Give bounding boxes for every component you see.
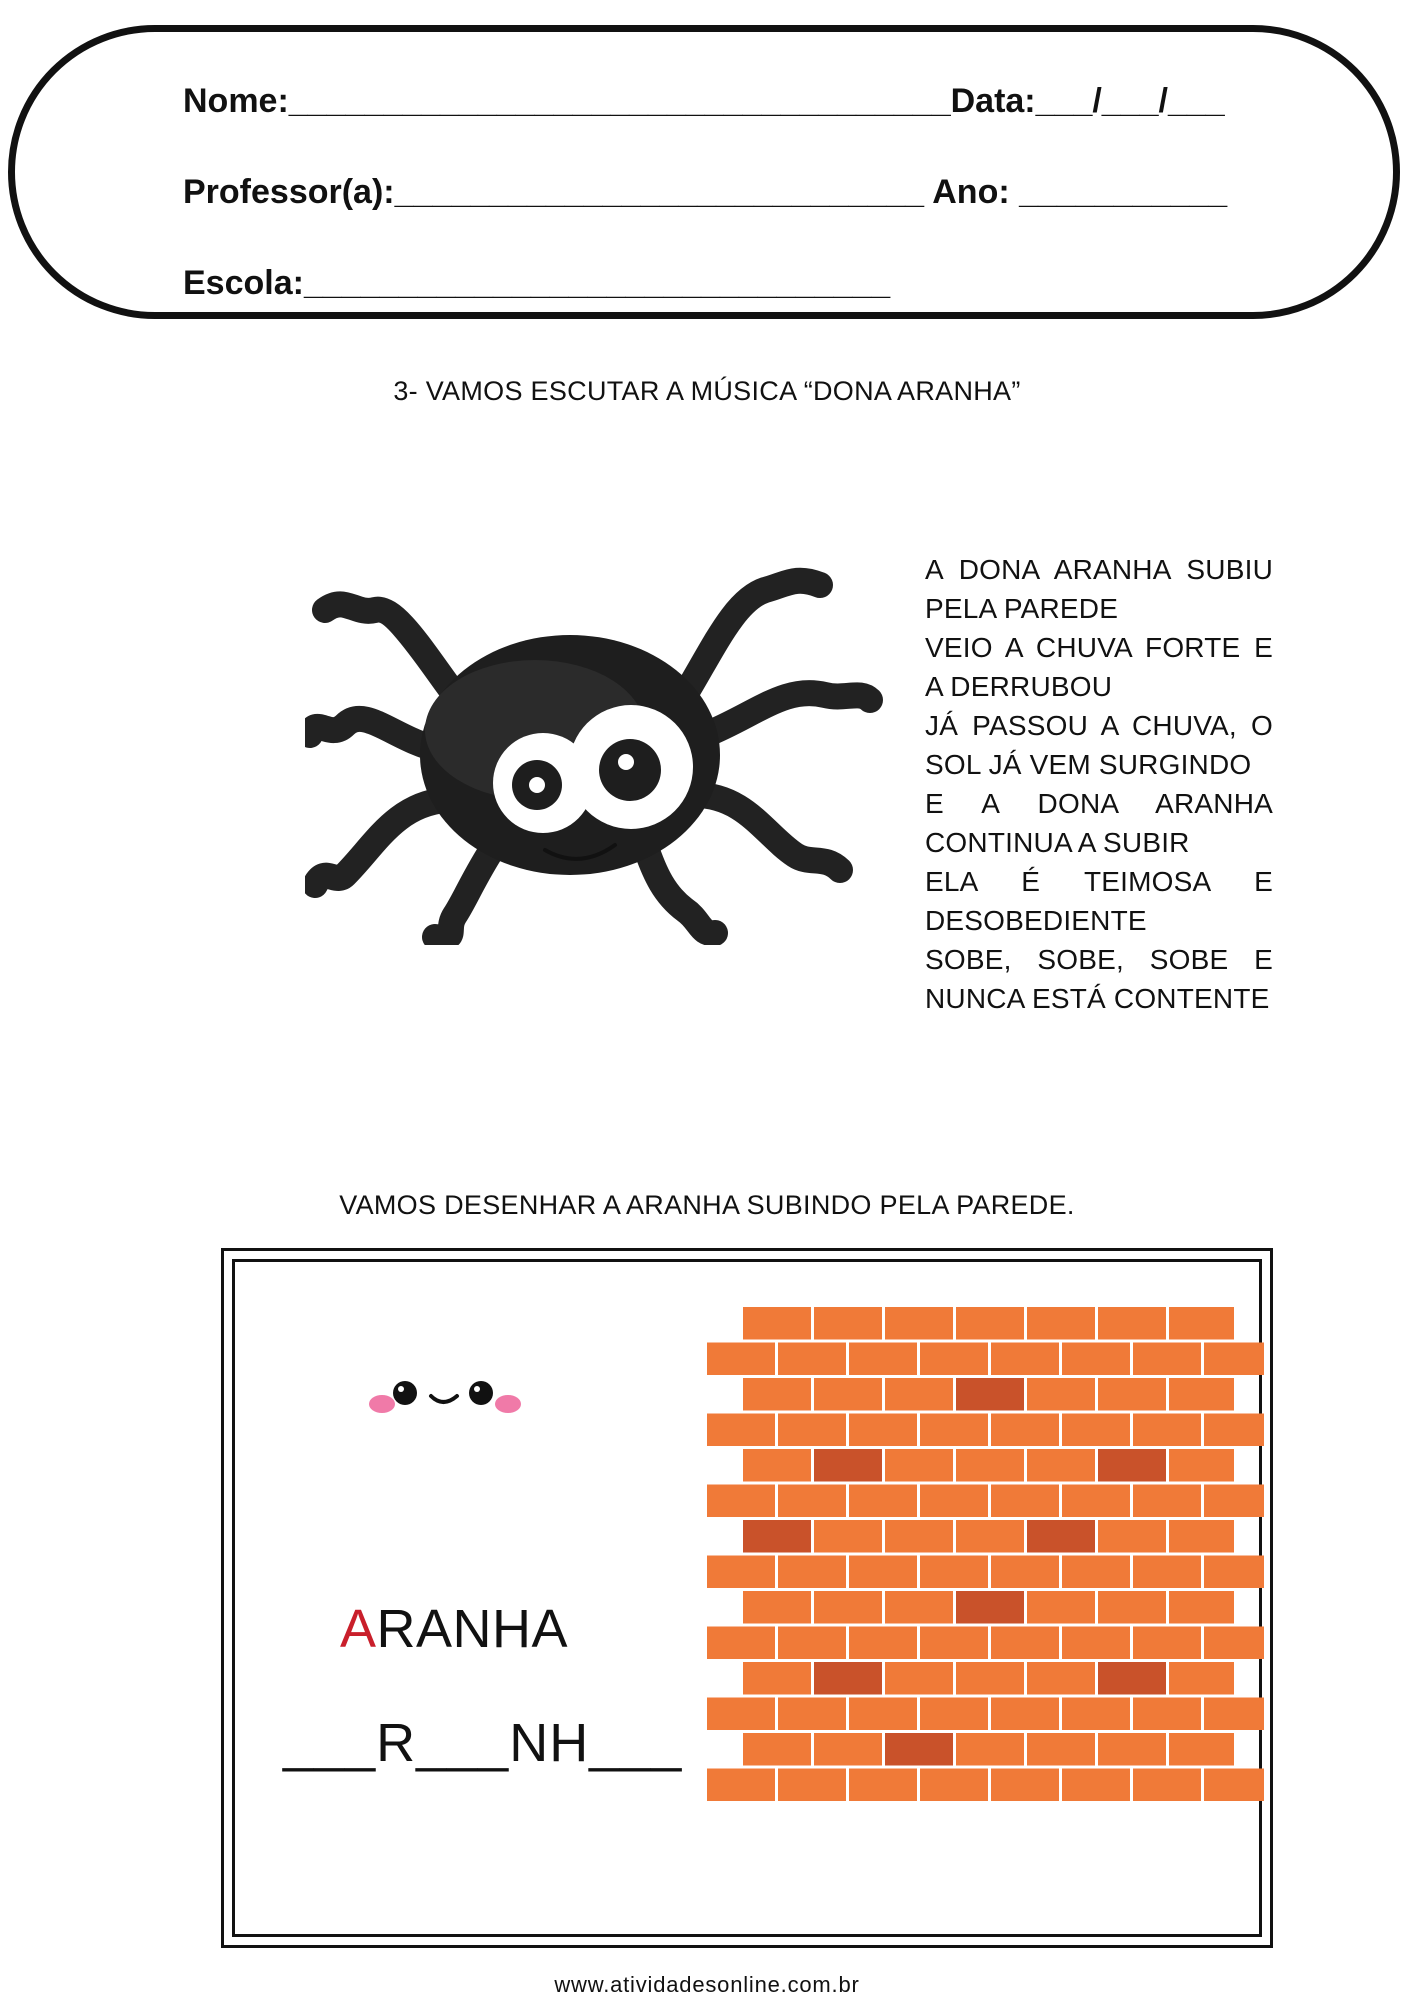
brick <box>743 1378 811 1411</box>
brick <box>1062 1556 1130 1589</box>
brick <box>885 1591 953 1624</box>
lyrics-line: SOBE, SOBE, SOBE E NUNCA ESTÁ CONTENTE <box>925 944 1273 1014</box>
brick <box>1098 1520 1166 1553</box>
brick <box>707 1769 775 1802</box>
fill-in-blanks[interactable]: ___R___NH___ <box>283 1713 683 1773</box>
footer-url: www.atividadesonline.com.br <box>554 1972 860 1997</box>
word-first-letter: A <box>340 1599 377 1659</box>
brick <box>1169 1449 1234 1482</box>
brick <box>885 1307 953 1340</box>
kawaii-face-icon <box>365 1368 525 1420</box>
brick <box>707 1485 775 1518</box>
brick <box>778 1698 846 1731</box>
brick <box>1133 1414 1201 1447</box>
brick <box>814 1520 882 1553</box>
brick <box>743 1449 811 1482</box>
brick <box>849 1698 917 1731</box>
brick <box>1027 1662 1095 1695</box>
lyrics-line: A DONA ARANHA SUBIU PELA PAREDE <box>925 554 1273 624</box>
brick <box>849 1556 917 1589</box>
brick <box>956 1449 1024 1482</box>
brick <box>707 1414 775 1447</box>
brick <box>1204 1485 1264 1518</box>
brick <box>743 1662 811 1695</box>
instruction-listen-song: 3- VAMOS ESCUTAR A MÚSICA “DONA ARANHA” <box>393 376 1021 406</box>
brick <box>743 1733 811 1766</box>
brick <box>1133 1556 1201 1589</box>
brick <box>1133 1698 1201 1731</box>
instruction-draw-spider: VAMOS DESENHAR A ARANHA SUBINDO PELA PAREDE. <box>339 1190 1075 1220</box>
brick <box>743 1307 811 1340</box>
brick <box>1062 1627 1130 1660</box>
brick <box>1204 1556 1264 1589</box>
brick <box>920 1769 988 1802</box>
brick <box>1133 1343 1201 1376</box>
brick <box>956 1733 1024 1766</box>
brick <box>778 1343 846 1376</box>
lyrics-line: E A DONA ARANHA CONTINUA A SUBIR <box>925 788 1273 858</box>
brick <box>1204 1698 1264 1731</box>
lyrics-line: JÁ PASSOU A CHUVA, O SOL JÁ VEM SURGINDO <box>925 710 1273 780</box>
name-date-line[interactable]: Nome:___________________________________Data:___/___/___ <box>183 82 1225 120</box>
brick <box>814 1733 882 1766</box>
brick <box>849 1627 917 1660</box>
brick <box>707 1698 775 1731</box>
brick <box>1169 1520 1234 1553</box>
brick <box>1169 1591 1234 1624</box>
brick <box>1133 1485 1201 1518</box>
brick <box>1169 1662 1234 1695</box>
brick <box>956 1520 1024 1553</box>
brick <box>1027 1449 1095 1482</box>
brick <box>1133 1769 1201 1802</box>
lyrics-line: ELA É TEIMOSA E DESOBEDIENTE <box>925 866 1273 936</box>
brick <box>1062 1414 1130 1447</box>
brick <box>1204 1343 1264 1376</box>
brick <box>1027 1591 1095 1624</box>
brick-wall-illustration <box>707 1307 1267 1805</box>
brick <box>885 1520 953 1553</box>
brick <box>1204 1414 1264 1447</box>
brick <box>778 1485 846 1518</box>
teacher-year-line[interactable]: Professor(a):____________________________ Ano: ___________ <box>183 173 1228 211</box>
brick <box>1027 1733 1095 1766</box>
brick <box>920 1485 988 1518</box>
brick <box>991 1698 1059 1731</box>
brick <box>814 1591 882 1624</box>
brick <box>920 1627 988 1660</box>
brick <box>991 1556 1059 1589</box>
brick <box>778 1769 846 1802</box>
brick <box>991 1627 1059 1660</box>
word-rest: RANHA <box>376 1599 569 1659</box>
spider-illustration <box>305 545 885 945</box>
brick <box>814 1307 882 1340</box>
brick <box>743 1591 811 1624</box>
brick <box>1062 1769 1130 1802</box>
brick <box>885 1378 953 1411</box>
brick <box>1098 1733 1166 1766</box>
brick <box>920 1556 988 1589</box>
brick <box>920 1343 988 1376</box>
brick <box>1169 1378 1234 1411</box>
brick <box>707 1556 775 1589</box>
brick <box>920 1414 988 1447</box>
brick <box>707 1343 775 1376</box>
brick <box>778 1414 846 1447</box>
brick <box>849 1485 917 1518</box>
brick <box>991 1769 1059 1802</box>
brick <box>814 1449 882 1482</box>
lyrics-line: VEIO A CHUVA FORTE E A DERRUBOU <box>925 632 1273 702</box>
brick <box>1133 1627 1201 1660</box>
brick <box>849 1769 917 1802</box>
brick <box>956 1378 1024 1411</box>
brick <box>885 1662 953 1695</box>
brick <box>814 1378 882 1411</box>
brick <box>778 1627 846 1660</box>
brick <box>1098 1662 1166 1695</box>
brick <box>1027 1378 1095 1411</box>
brick <box>991 1343 1059 1376</box>
brick <box>1098 1378 1166 1411</box>
brick <box>1098 1307 1166 1340</box>
brick <box>991 1414 1059 1447</box>
brick <box>956 1307 1024 1340</box>
brick <box>1098 1591 1166 1624</box>
word-aranha <box>340 1598 568 1660</box>
brick <box>1027 1520 1095 1553</box>
brick <box>743 1520 811 1553</box>
brick <box>885 1449 953 1482</box>
brick <box>849 1343 917 1376</box>
brick <box>707 1627 775 1660</box>
brick <box>778 1556 846 1589</box>
brick <box>1204 1627 1264 1660</box>
brick <box>1027 1307 1095 1340</box>
brick <box>956 1591 1024 1624</box>
song-lyrics <box>925 550 1273 1018</box>
brick <box>849 1414 917 1447</box>
brick <box>1169 1307 1234 1340</box>
brick <box>1062 1343 1130 1376</box>
brick <box>814 1662 882 1695</box>
school-line[interactable]: Escola:_______________________________ <box>183 264 891 302</box>
brick <box>991 1485 1059 1518</box>
brick <box>956 1662 1024 1695</box>
brick <box>1062 1698 1130 1731</box>
brick <box>920 1698 988 1731</box>
brick <box>1204 1769 1264 1802</box>
brick <box>885 1733 953 1766</box>
brick <box>1098 1449 1166 1482</box>
brick <box>1169 1733 1234 1766</box>
brick <box>1062 1485 1130 1518</box>
